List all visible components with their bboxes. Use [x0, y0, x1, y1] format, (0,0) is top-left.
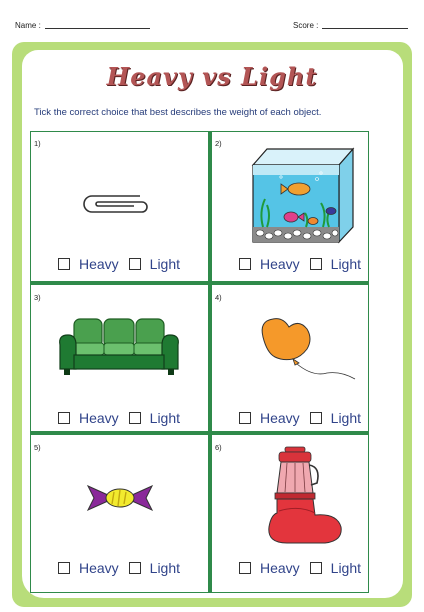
- item-cell-4: [211, 285, 389, 435]
- heavy-label: Heavy: [78, 560, 119, 576]
- heavy-option[interactable]: [239, 410, 300, 426]
- item-number: 4): [215, 293, 222, 302]
- light-label: Light: [330, 410, 362, 426]
- heavy-option[interactable]: [58, 410, 119, 426]
- candy-image: [86, 483, 154, 513]
- light-checkbox[interactable]: [129, 412, 141, 424]
- light-checkbox[interactable]: [129, 258, 141, 270]
- heavy-checkbox[interactable]: [58, 562, 70, 574]
- aquarium-image: [251, 147, 355, 244]
- light-label: Light: [149, 410, 181, 426]
- light-checkbox[interactable]: [129, 562, 141, 574]
- heavy-label: Heavy: [78, 410, 119, 426]
- heavy-checkbox[interactable]: [58, 412, 70, 424]
- name-field[interactable]: [15, 20, 150, 30]
- light-label: Light: [149, 256, 181, 272]
- score-label: Score :: [293, 21, 319, 30]
- heavy-option[interactable]: [58, 560, 119, 576]
- heavy-checkbox[interactable]: [239, 412, 251, 424]
- light-label: Light: [330, 560, 362, 576]
- item-number: 2): [215, 139, 222, 148]
- name-line[interactable]: [45, 20, 150, 29]
- item-cell-1: [30, 131, 208, 281]
- light-label: Light: [330, 256, 362, 272]
- light-checkbox[interactable]: [310, 412, 322, 424]
- light-option[interactable]: [310, 560, 361, 576]
- light-option[interactable]: [129, 560, 180, 576]
- light-option[interactable]: [310, 410, 361, 426]
- heavy-checkbox[interactable]: [58, 258, 70, 270]
- name-label: Name :: [15, 21, 41, 30]
- heavy-label: Heavy: [259, 256, 300, 272]
- sofa-image: [56, 315, 182, 377]
- item-cell-3: [30, 285, 208, 435]
- item-cell-6: [211, 435, 389, 585]
- heavy-checkbox[interactable]: [239, 562, 251, 574]
- heavy-label: Heavy: [259, 410, 300, 426]
- balloon-image: [257, 315, 357, 383]
- item-cell-5: [30, 435, 208, 585]
- score-line[interactable]: [322, 20, 408, 29]
- instruction-text: Tick the correct choice that best describes the weight of each object.: [34, 107, 322, 118]
- heavy-checkbox[interactable]: [239, 258, 251, 270]
- heavy-label: Heavy: [259, 560, 300, 576]
- light-option[interactable]: [129, 256, 180, 272]
- item-number: 1): [34, 139, 41, 148]
- item-number: 5): [34, 443, 41, 452]
- light-checkbox[interactable]: [310, 258, 322, 270]
- heavy-label: Heavy: [78, 256, 119, 272]
- heavy-option[interactable]: [239, 560, 300, 576]
- light-checkbox[interactable]: [310, 562, 322, 574]
- mixer-grinder-image: [263, 441, 347, 547]
- light-option[interactable]: [310, 256, 361, 272]
- heavy-option[interactable]: [239, 256, 300, 272]
- paper-clip-image: [82, 189, 152, 219]
- light-option[interactable]: [129, 410, 180, 426]
- heavy-option[interactable]: [58, 256, 119, 272]
- worksheet-title: Heavy vs Light: [106, 62, 318, 91]
- item-number: 3): [34, 293, 41, 302]
- score-field[interactable]: [293, 20, 408, 30]
- item-cell-2: [211, 131, 389, 281]
- light-label: Light: [149, 560, 181, 576]
- item-number: 6): [215, 443, 222, 452]
